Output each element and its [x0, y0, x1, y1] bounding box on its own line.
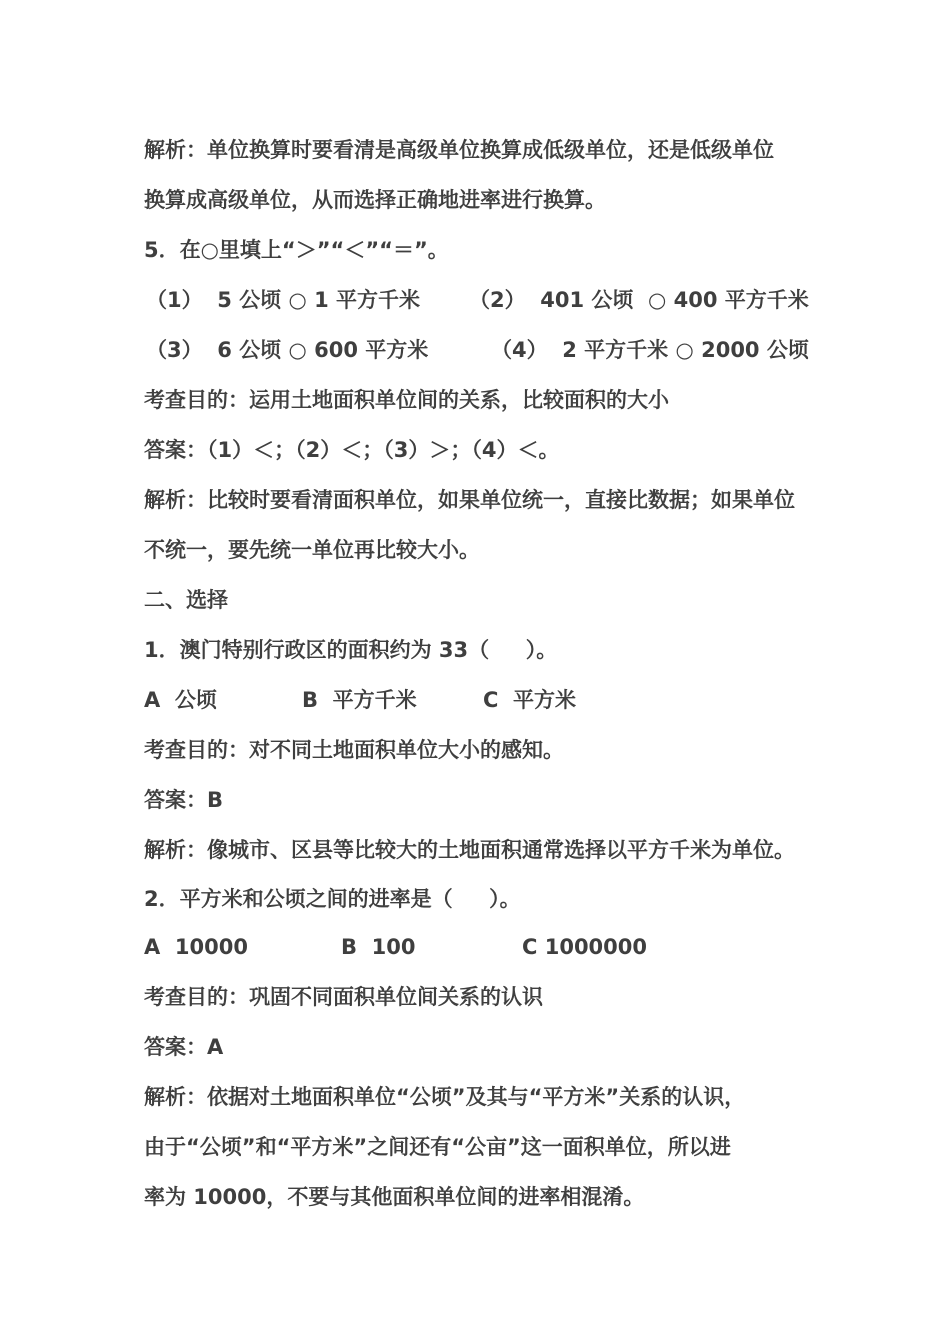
question-5-title: 5．在○里填上“＞”“＜”“＝”。 [144, 238, 449, 262]
question-5-analysis-line: 解析：比较时要看清面积单位，如果单位统一，直接比数据；如果单位 [144, 488, 795, 512]
compare-item-2: （2） 401 公顷 ○ 400 平方千米 [469, 288, 809, 312]
choice-1-option-b: B 平方千米 [302, 688, 417, 712]
compare-item-4: （4） 2 平方千米 ○ 2000 公顷 [491, 338, 809, 362]
compare-item-1: （1） 5 公顷 ○ 1 平方千米 [146, 288, 421, 312]
choice-1-question: 1．澳门特别行政区的面积约为 33（ ）。 [144, 638, 558, 662]
choice-2-question: 2．平方米和公顷之间的进率是（ ）。 [144, 887, 521, 911]
choice-2-answer: 答案：A [144, 1035, 224, 1059]
compare-item-3: （3） 6 公顷 ○ 600 平方米 [146, 338, 429, 362]
choice-1-options [144, 685, 577, 715]
section-2-title: 二、选择 [144, 588, 228, 612]
question-5-row-1 [146, 285, 809, 315]
choice-2-options [144, 932, 648, 962]
choice-1-answer: 答案：B [144, 788, 224, 812]
choice-2-analysis-line: 由于“公顷”和“平方米”之间还有“公亩”这一面积单位，所以进 [144, 1135, 731, 1159]
question-5-analysis-line: 不统一，要先统一单位再比较大小。 [144, 538, 480, 562]
analysis-line: 解析：单位换算时要看清是高级单位换算成低级单位，还是低级单位 [144, 138, 774, 162]
choice-1-purpose: 考查目的：对不同土地面积单位大小的感知。 [144, 738, 564, 762]
question-5-answer: 答案：（1）＜；（2）＜；（3）＞；（4）＜。 [144, 438, 560, 462]
choice-2-purpose: 考查目的：巩固不同面积单位间关系的认识 [144, 985, 543, 1009]
choice-2-analysis-line: 率为 10000，不要与其他面积单位间的进率相混淆。 [144, 1185, 645, 1209]
choice-1-option-a: A 公顷 [144, 688, 217, 712]
choice-2-option-c: C 1000000 [522, 935, 648, 959]
question-5-purpose: 考查目的：运用土地面积单位间的关系，比较面积的大小 [144, 388, 669, 412]
analysis-line: 换算成高级单位，从而选择正确地进率进行换算。 [144, 188, 606, 212]
choice-1-option-c: C 平方米 [483, 688, 577, 712]
question-5-row-2 [146, 335, 809, 365]
choice-2-option-b: B 100 [341, 935, 416, 959]
choice-1-analysis: 解析：像城市、区县等比较大的土地面积通常选择以平方千米为单位。 [144, 838, 795, 862]
choice-2-analysis-line: 解析：依据对土地面积单位“公顷”及其与“平方米”关系的认识， [144, 1085, 746, 1109]
choice-2-option-a: A 10000 [144, 935, 248, 959]
